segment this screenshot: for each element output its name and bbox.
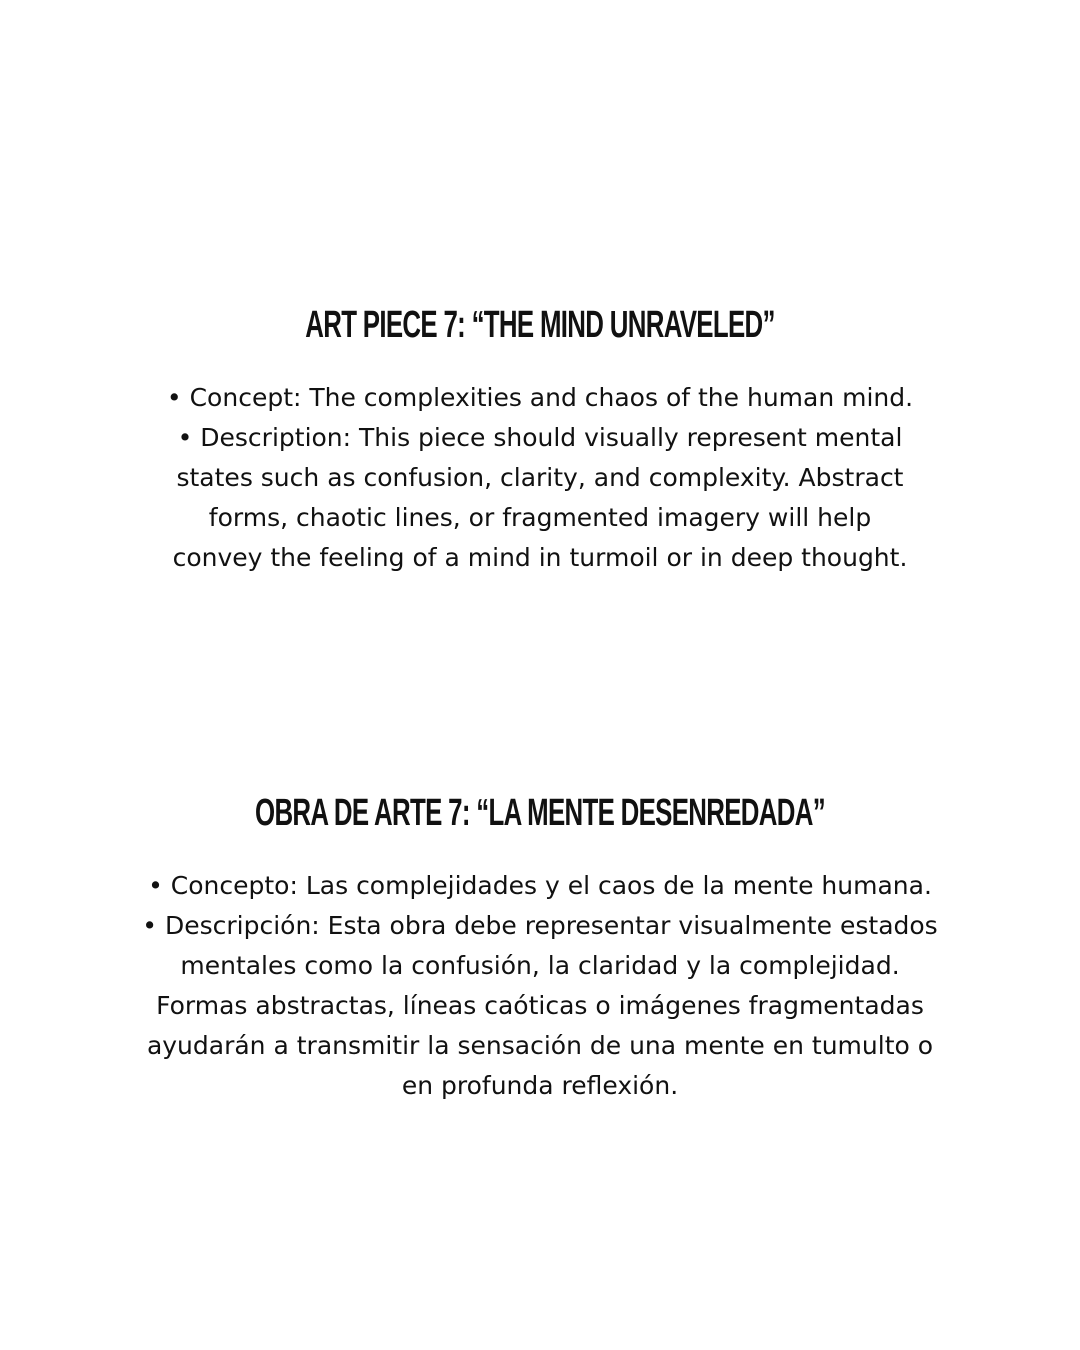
spanish-description: • Descripción: Esta obra debe representar visualmente estados mentales como la confusión, la claridad y la complejidad. Formas abstractas, líneas caóticas o imágenes fragmentadas ayudarán a transmitir la sensación de una mente en tumulto o en profunda reflexión. [142, 911, 938, 1100]
spanish-section [0, 788, 1080, 1106]
english-body [165, 378, 915, 578]
english-description: • Description: This piece should visually represent mental states such as confusion, clarity, and complexity. Abstract forms, chaotic lines, or fragmented imagery will help convey the feeling of a mind in turmoil or in deep thought. [172, 423, 908, 572]
spanish-title: OBRA DE ARTE 7: “LA MENTE DESENREDADA” [255, 792, 825, 834]
spanish-body [135, 866, 945, 1106]
spanish-concept: • Concepto: Las complejidades y el caos de la mente humana. [148, 871, 932, 900]
english-title: ART PIECE 7: “THE MIND UNRAVELED” [305, 304, 775, 346]
english-section [0, 300, 1080, 578]
english-concept: • Concept: The complexities and chaos of the human mind. [166, 383, 914, 412]
